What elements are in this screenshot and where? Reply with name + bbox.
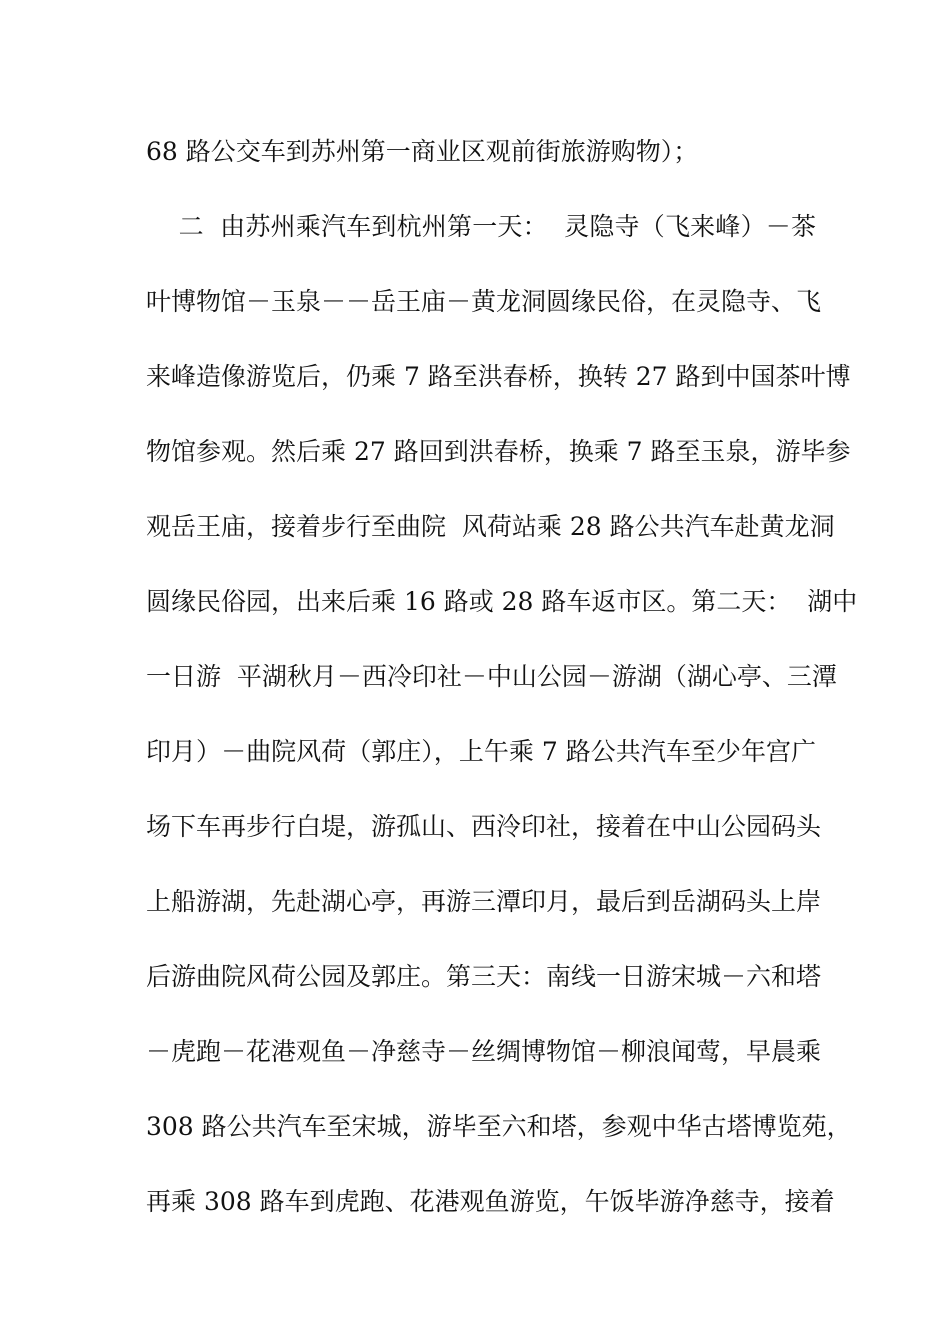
- text-line: 后游曲院风荷公园及郭庄。第三天：南线一日游宋城－六和塔: [146, 962, 822, 991]
- text-line: 68 路公交车到苏州第一商业区观前街旅游购物）；: [146, 137, 699, 166]
- text-line: 叶博物馆－玉泉－－岳王庙－黄龙洞圆缘民俗，在灵隐寺、飞: [146, 287, 822, 316]
- text-line: 来峰造像游览后，仍乘 7 路至洪春桥，换转 27 路到中国茶叶博: [146, 362, 851, 391]
- text-line: 再乘 308 路车到虎跑、花港观鱼游览，午饭毕游净慈寺，接着: [146, 1187, 835, 1216]
- text-line: 观岳王庙，接着步行至曲院 风荷站乘 28 路公共汽车赴黄龙洞: [146, 512, 835, 541]
- text-line: 圆缘民俗园，出来后乘 16 路或 28 路车返市区。第二天： 湖中: [146, 587, 858, 616]
- text-line: 印月）－曲院风荷（郭庄），上午乘 7 路公共汽车至少年宫广: [146, 737, 816, 766]
- text-line: －虎跑－花港观鱼－净慈寺－丝绸博物馆－柳浪闻莺，早晨乘: [146, 1037, 822, 1066]
- text-line: 一日游 平湖秋月－西冷印社－中山公园－游湖（湖心亭、三潭: [146, 662, 837, 691]
- text-line: 上船游湖，先赴湖心亭，再游三潭印月，最后到岳湖码头上岸: [146, 887, 822, 916]
- text-line: 物馆参观。然后乘 27 路回到洪春桥，换乘 7 路至玉泉，游毕参: [146, 437, 851, 466]
- text-line: 308 路公共汽车至宋城，游毕至六和塔，参观中华古塔博览苑，: [146, 1112, 852, 1141]
- text-line: 二 由苏州乘汽车到杭州第一天： 灵隐寺（飞来峰）－茶: [146, 212, 816, 241]
- text-line: 场下车再步行白堤，游孤山、西泠印社，接着在中山公园码头: [146, 812, 822, 841]
